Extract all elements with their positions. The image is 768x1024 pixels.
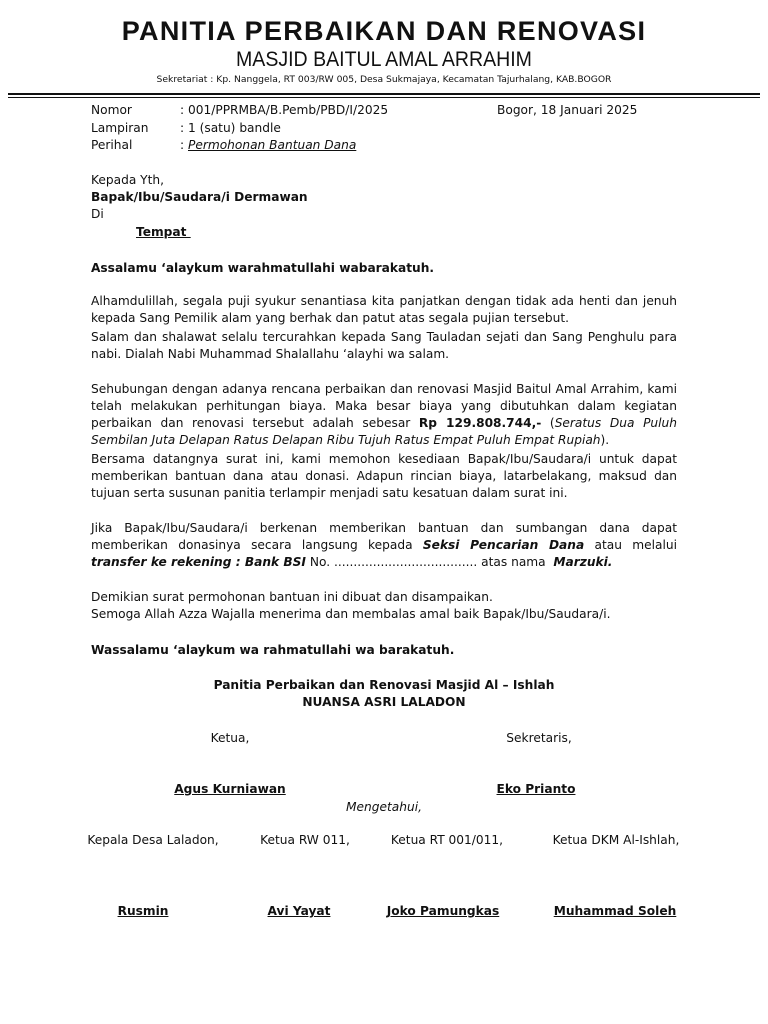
bank-transfer: transfer ke rekening : Bank BSI <box>91 555 306 569</box>
rt-title: Ketua RT 001/011, <box>390 833 504 847</box>
committee-name: Panitia Perbaikan dan Renovasi Masjid Al – Ishlah <box>213 678 555 692</box>
rt-name: Joko Pamungkas <box>386 904 500 918</box>
nomor-value: : 001/PPRMBA/B.Pemb/PBD/I/2025 <box>180 103 389 117</box>
sekretaris-name: Eko Prianto <box>496 782 576 796</box>
account-holder: Marzuki. <box>553 555 613 569</box>
letterhead-subtitle: MASJID BAITUL AMAL ARRAHIM <box>236 48 532 71</box>
lampiran-value: : 1 (satu) bandle <box>180 121 281 135</box>
account-number: No. ..................................... atas nama <box>305 555 554 569</box>
paragraph-4: Bersama datangnya surat ini, kami memohon kesediaan Bapak/Ibu/Saudara/i untuk dapat memberikan bantuan dana atau donasi. Adapun rincian biaya, latarbelakang, maksud dan tujuan serta susunan panitia terlampir menjadi satu kesatuan dalam surat ini. <box>91 452 677 500</box>
closing-salam: Wassalamu ‘alaykum wa rahmatullahi wa barakatuh. <box>91 643 455 657</box>
amount: Rp 129.808.744,- <box>418 416 542 430</box>
header-divider-thick <box>8 93 760 95</box>
dkm-title: Ketua DKM Al-Ishlah, <box>552 833 680 847</box>
perihal-value: Permohonan Bantuan Dana <box>187 138 357 152</box>
sekretaris-signature <box>436 781 636 798</box>
sekretaris-title: Sekretaris, <box>506 731 572 745</box>
perihal-colon: : <box>180 138 188 152</box>
letter-date: Bogor, 18 Januari 2025 <box>497 103 638 117</box>
paragraph-1: Alhamdulillah, segala puji syukur senantiasa kita panjatkan dengan tidak ada henti dan jenuh kepada Sang Pemilik alam yang berhak dan patut atas segala pujian tersebut. <box>91 294 677 325</box>
rt-signature <box>353 903 533 920</box>
lampiran-label: Lampiran <box>91 121 149 135</box>
dkm-name: Muhammad Soleh <box>553 904 677 918</box>
kades-signature <box>53 903 233 920</box>
recipient-line3: Di <box>91 207 104 221</box>
header-divider-thin <box>8 97 760 98</box>
ketua-signature <box>130 781 330 798</box>
recipient-line2: Bapak/Ibu/Saudara/i Dermawan <box>91 190 308 204</box>
amount-words: Seratus Dua Puluh Sembilan Juta Delapan Ratus Delapan Ribu Tujuh Ratus Empat Puluh Empat Rupiah <box>91 416 677 447</box>
rw-name: Avi Yayat <box>267 904 331 918</box>
mengetahui-label: Mengetahui, <box>346 800 422 814</box>
rw-title: Ketua RW 011, <box>260 833 350 847</box>
paragraph-6: Demikian surat permohonan bantuan ini dibuat dan disampaikan. <box>91 590 493 604</box>
kades-title: Kepala Desa Laladon, <box>87 833 219 847</box>
nomor-label: Nomor <box>91 103 132 117</box>
recipient-line1: Kepada Yth, <box>91 173 164 187</box>
paragraph-3-open: ( <box>541 416 555 430</box>
letterhead-title: PANITIA PERBAIKAN DAN RENOVASI <box>121 16 647 46</box>
perihal-label: Perihal <box>91 138 133 152</box>
paragraph-5-text: Jika Bapak/Ibu/Saudara/i berkenan memberikan bantuan dan sumbangan dana dapat memberikan donasinya secara langsung kepada <box>91 521 677 552</box>
paragraph-7: Semoga Allah Azza Wajalla menerima dan membalas amal baik Bapak/Ibu/Saudara/i. <box>91 607 611 621</box>
paragraph-3-text: Sehubungan dengan adanya rencana perbaikan dan renovasi Masjid Baitul Amal Arrahim, kami telah melakukan perhitungan biaya. Maka besar biaya yang dibutuhkan dalam kegiatan perbaikan dan renovasi tersebut adalah sebesar <box>91 382 677 430</box>
ketua-name: Agus Kurniawan <box>174 782 286 796</box>
paragraph-2: Salam dan shalawat selalu tercurahkan kepada Sang Tauladan sejati dan Sang Penghulu para nabi. Dialah Nabi Muhammad Shalallahu ‘alayhi wa salam. <box>91 330 677 361</box>
dkm-signature <box>525 903 705 920</box>
paragraph-3 <box>91 381 677 449</box>
paragraph-5 <box>91 520 677 571</box>
kades-name: Rusmin <box>117 904 169 918</box>
recipient-line4: Tempat <box>136 225 191 239</box>
paragraph-3-close: ). <box>600 433 610 447</box>
perihal-row <box>180 137 356 154</box>
committee-location: NUANSA ASRI LALADON <box>302 695 466 709</box>
ketua-title: Ketua, <box>210 731 250 745</box>
seksi-pencarian-dana: Seksi Pencarian Dana <box>422 538 585 552</box>
paragraph-5-mid: atau melalui <box>584 538 677 552</box>
greeting: Assalamu ‘alaykum warahmatullahi wabarakatuh. <box>91 261 435 275</box>
letterhead-address: Sekretariat : Kp. Nanggela, RT 003/RW 005, Desa Sukmajaya, Kecamatan Tajurhalang, KAB.BOGOR <box>156 74 612 85</box>
